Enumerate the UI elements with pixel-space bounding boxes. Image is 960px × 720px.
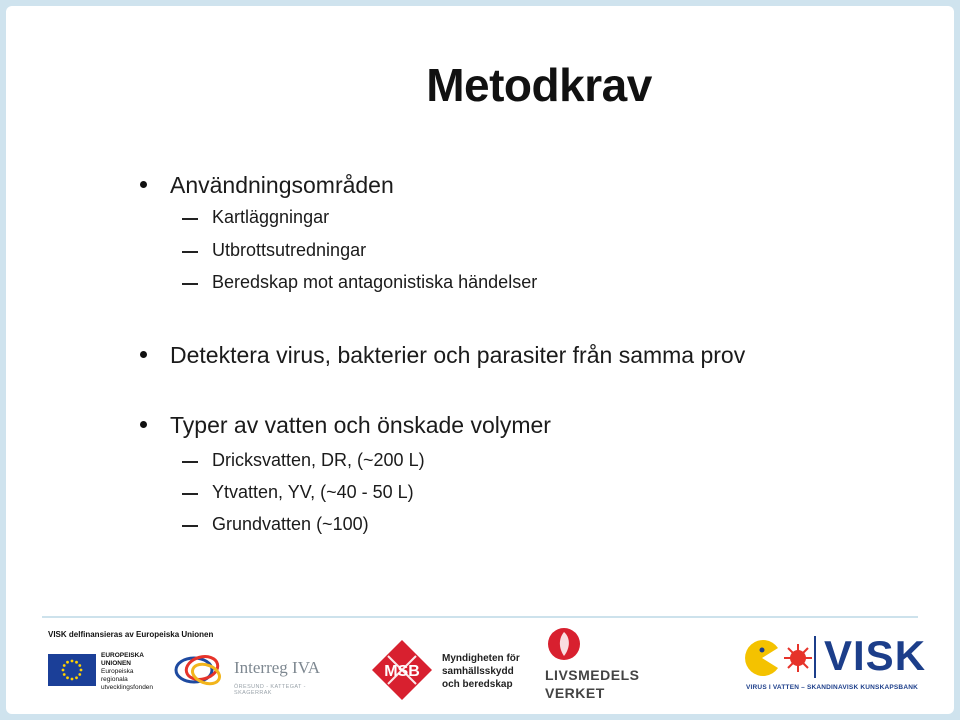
bullet-text: Användningsområden [170, 172, 394, 198]
bullet-text: Detektera virus, bakterier och parasiter från samma prov [170, 342, 746, 368]
sub-bullet-item [212, 514, 369, 535]
sub-bullet-item [212, 207, 329, 228]
slide [6, 6, 954, 714]
dash-icon [182, 461, 198, 463]
lv-line: VERKET [545, 685, 605, 701]
msb-line: Myndigheten för [442, 653, 520, 664]
footer-divider [42, 616, 918, 618]
sub-bullet-item [212, 450, 425, 471]
dash-icon [182, 493, 198, 495]
lv-line: LIVSMEDELS [545, 667, 640, 683]
bullet-item [170, 342, 745, 369]
msb-line: och beredskap [442, 679, 513, 690]
visk-divider [814, 636, 816, 678]
livsmedelsverket-name [545, 666, 639, 702]
bullet-text: Typer av vatten och önskade volymer [170, 412, 551, 438]
msb-logo-icon [370, 638, 434, 702]
bullet-dot-icon [140, 351, 147, 358]
sub-bullet-text: Utbrottsutredningar [212, 240, 367, 260]
visk-subtitle: VIRUS I VATTEN – SKANDINAVISK KUNSKAPSBANK [746, 684, 918, 691]
bullet-dot-icon [140, 181, 147, 188]
dash-icon [182, 283, 198, 285]
eu-line: Europeiska [101, 668, 134, 675]
bullet-item [170, 172, 394, 199]
dash-icon [182, 525, 198, 527]
interreg-logo [172, 646, 342, 694]
sub-bullet-item [212, 272, 537, 293]
bullet-item [170, 412, 551, 439]
visk-emblem-icon [742, 634, 818, 682]
eu-flag-icon [48, 654, 96, 686]
sub-bullet-text: Dricksvatten, DR, (~200 L) [212, 450, 425, 470]
eu-line: utvecklingsfonden [101, 684, 154, 691]
sub-bullet-item [212, 240, 366, 261]
sub-bullet-item [212, 482, 414, 503]
eu-line: EUROPEISKA [101, 652, 144, 659]
eu-line: UNIONEN [101, 660, 131, 667]
interreg-subtitle: ÖRESUND - KATTEGAT - SKAGERRAK [234, 684, 306, 696]
dash-icon [182, 218, 198, 220]
msb-mark-text: MSB [384, 663, 420, 680]
bullet-dot-icon [140, 421, 147, 428]
sub-bullet-text: Kartläggningar [212, 207, 330, 227]
msb-name [442, 652, 520, 691]
sub-bullet-text: Beredskap mot antagonistiska händelser [212, 272, 538, 292]
interreg-name: Interreg IVA [234, 658, 321, 677]
sub-bullet-text: Grundvatten (~100) [212, 514, 369, 534]
visk-name: VISK [824, 632, 927, 679]
dash-icon [182, 251, 198, 253]
eu-logo-text [101, 652, 161, 692]
msb-line: samhällsskydd [442, 666, 514, 677]
livsmedelsverket-emblem-icon [547, 627, 581, 661]
interreg-rings-icon [172, 646, 232, 694]
funding-note: VISK delfinansieras av Europeiska Unionen [48, 630, 214, 639]
eu-line: regionala [101, 676, 128, 683]
sub-bullet-text: Ytvatten, YV, (~40 - 50 L) [212, 482, 414, 502]
slide-title: Metodkrav [426, 59, 652, 111]
